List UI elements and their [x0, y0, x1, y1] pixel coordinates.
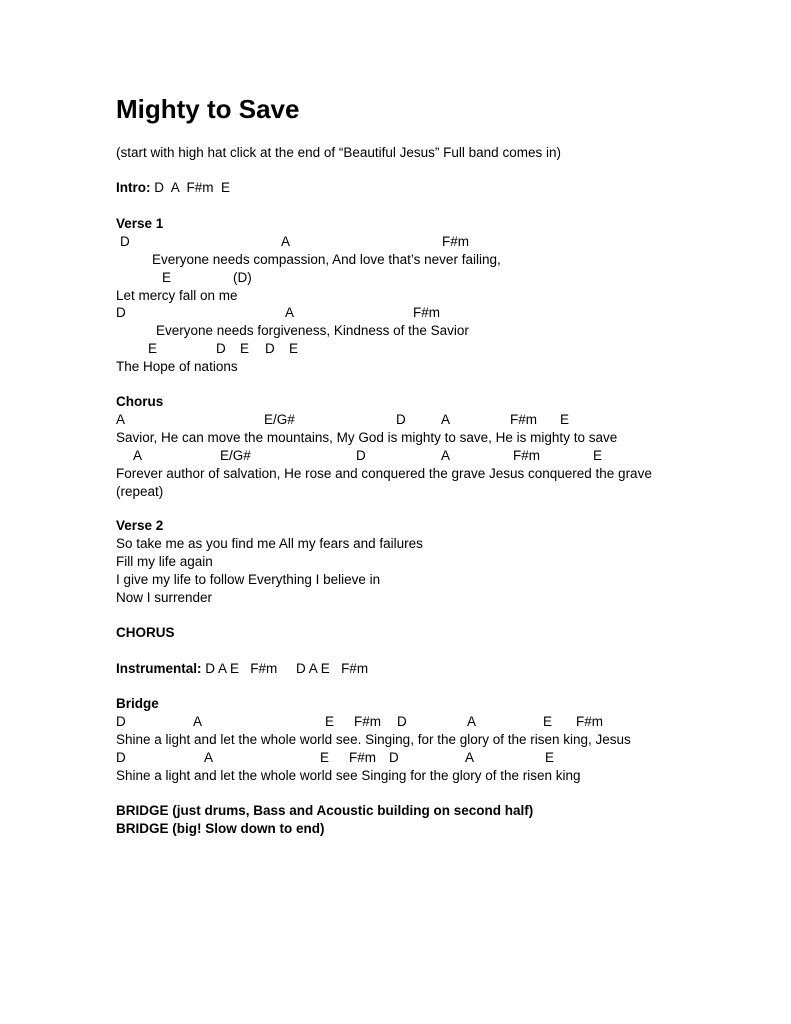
- ending-note: BRIDGE (just drums, Bass and Acoustic building on second half): [116, 803, 534, 818]
- instrumental-line: [116, 660, 368, 678]
- chord: A: [281, 234, 291, 249]
- chord: A: [441, 412, 451, 427]
- chord: D: [356, 448, 366, 463]
- intro-note: (start with high hat click at the end of “Beautiful Jesus” Full band comes in): [116, 145, 561, 160]
- chord: F#m: [510, 412, 537, 427]
- chord: E: [162, 270, 172, 285]
- intro-line: [116, 179, 230, 197]
- lyric-line: Forever author of salvation, He rose and conquered the grave Jesus conquered the grave: [116, 466, 652, 481]
- lyric-line: So take me as you find me All my fears and failures: [116, 536, 423, 551]
- chord: D: [116, 750, 126, 765]
- chord: F#m: [513, 448, 540, 463]
- verse2-heading: Verse 2: [116, 518, 164, 533]
- chord: D: [216, 341, 226, 356]
- chord: D: [116, 305, 126, 320]
- instrumental-label: Instrumental:: [116, 661, 202, 676]
- lyric-line: Shine a light and let the whole world see. Singing, for the glory of the risen king, Jesus: [116, 732, 631, 747]
- intro-chords: D A F#m E: [150, 180, 231, 195]
- verse1-heading: Verse 1: [116, 216, 164, 231]
- chord: F#m: [442, 234, 469, 249]
- chord: A: [116, 412, 126, 427]
- chord: A: [441, 448, 451, 463]
- song-title: Mighty to Save: [116, 94, 300, 124]
- chord: F#m: [349, 750, 376, 765]
- chord: A: [133, 448, 143, 463]
- chord: A: [193, 714, 203, 729]
- lyric-line: Everyone needs forgiveness, Kindness of the Savior: [156, 323, 469, 338]
- chord: A: [465, 750, 475, 765]
- chord: E: [148, 341, 158, 356]
- chord: D: [265, 341, 275, 356]
- chord: D: [120, 234, 130, 249]
- lyric-line: Fill my life again: [116, 554, 213, 569]
- chord: F#m: [413, 305, 440, 320]
- bridge-heading: Bridge: [116, 696, 159, 711]
- chord: F#m: [354, 714, 381, 729]
- chord: E: [325, 714, 335, 729]
- ending-note: BRIDGE (big! Slow down to end): [116, 821, 325, 836]
- chord: F#m: [576, 714, 603, 729]
- lyric-line: Let mercy fall on me: [116, 288, 238, 303]
- chord: E/G#: [220, 448, 251, 463]
- lyric-line: (repeat): [116, 484, 164, 499]
- chord: E: [545, 750, 555, 765]
- chord: A: [204, 750, 214, 765]
- lyric-line: Shine a light and let the whole world see Singing for the glory of the risen king: [116, 768, 581, 783]
- chord: E: [560, 412, 570, 427]
- chord: D: [396, 412, 406, 427]
- chord: E: [240, 341, 250, 356]
- lyric-line: Everyone needs compassion, And love that’s never failing,: [152, 252, 501, 267]
- chord: E: [543, 714, 553, 729]
- chord: (D): [233, 270, 252, 285]
- lyric-line: The Hope of nations: [116, 359, 238, 374]
- chord: D: [389, 750, 399, 765]
- chord: A: [285, 305, 295, 320]
- lyric-line: Now I surrender: [116, 590, 213, 605]
- chorus-repeat: CHORUS: [116, 625, 175, 640]
- lyric-line: Savior, He can move the mountains, My God is mighty to save, He is mighty to save: [116, 430, 618, 445]
- chord: E/G#: [264, 412, 295, 427]
- chord: E: [320, 750, 330, 765]
- intro-label: Intro:: [116, 180, 151, 195]
- instrumental-chords: D A E F#m D A E F#m: [201, 661, 369, 676]
- chord: E: [289, 341, 299, 356]
- chord: A: [467, 714, 477, 729]
- chord: D: [116, 714, 126, 729]
- chord: E: [593, 448, 603, 463]
- lyric-line: I give my life to follow Everything I believe in: [116, 572, 381, 587]
- chorus-heading: Chorus: [116, 394, 164, 409]
- chord: D: [397, 714, 407, 729]
